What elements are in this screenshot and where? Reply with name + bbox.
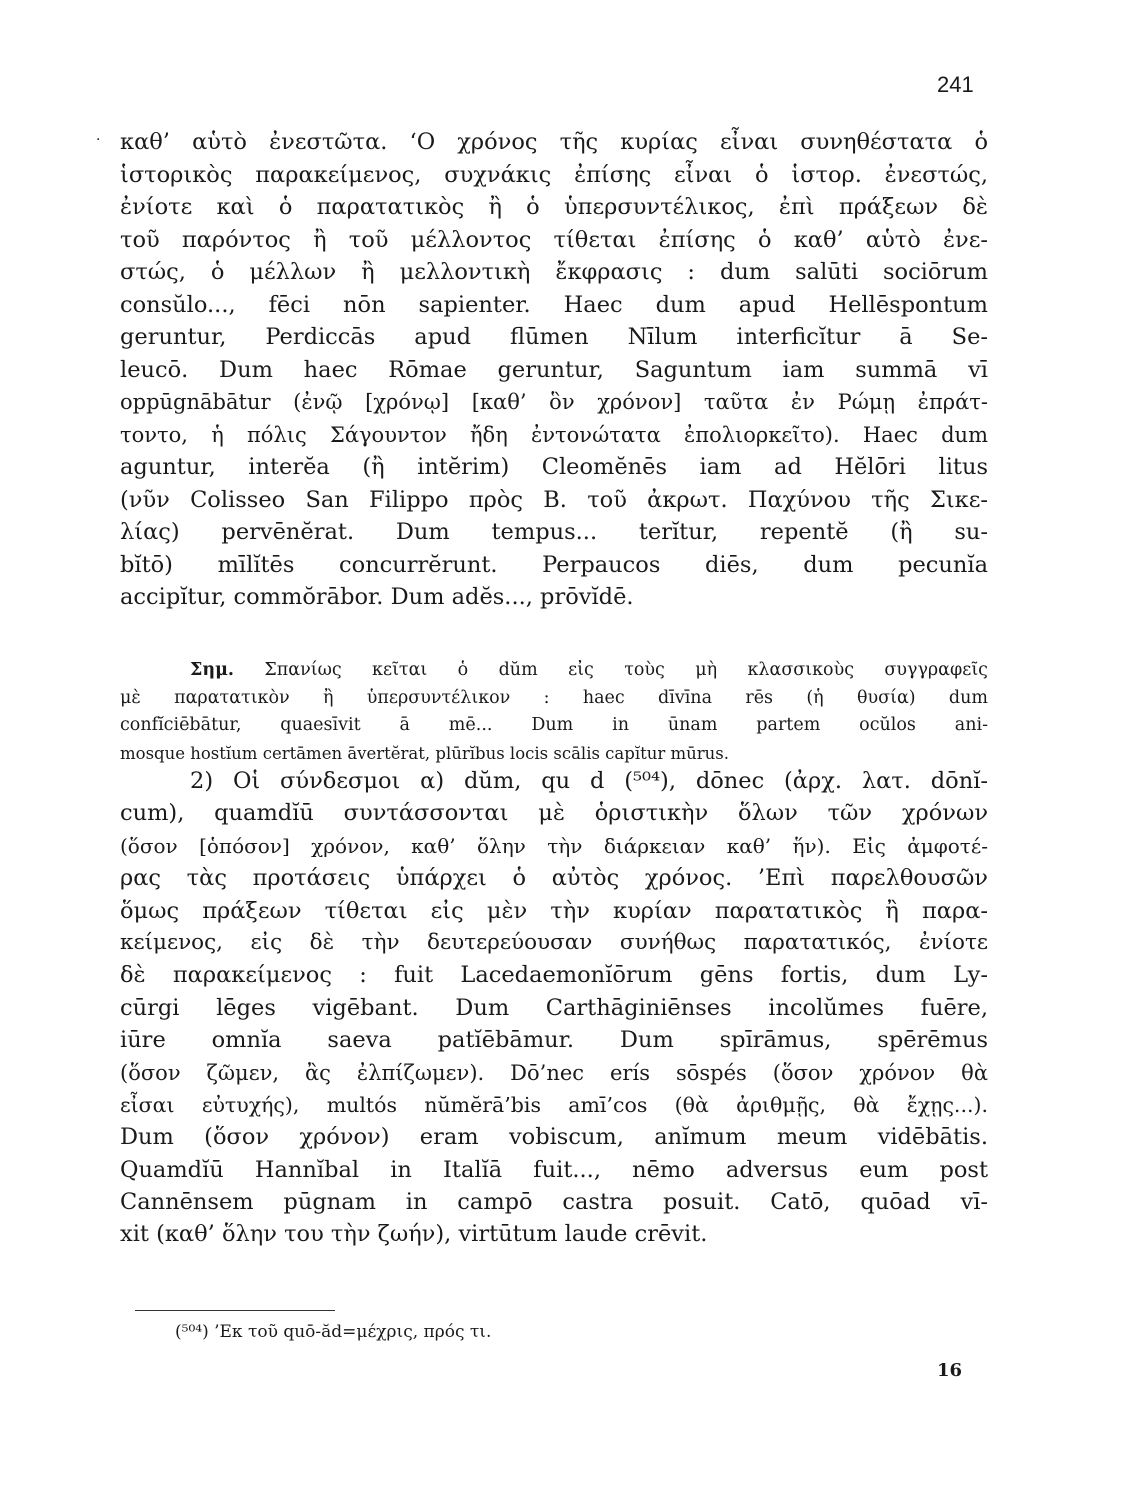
- text-line: (ὅσον [ὁπόσον] χρόνον, καθ’ ὅλην τὴν διάρκειαν καθ’ ἥν). Εἰς ἀμφοτέ-: [120, 833, 988, 858]
- margin-dot: ·: [96, 132, 101, 148]
- note-line: mosque hostĭum certāmen āvertĕrat, plūrĭbus locis scālis capĭtur mūrus.: [120, 743, 729, 763]
- text-line: Dum (ὅσον χρόνον) eram vobiscum, anĭmum meum vidēbātis.: [120, 1124, 988, 1151]
- text-line: accipĭtur, commŏrābor. Dum adĕs..., prōvĭdē.: [120, 584, 634, 610]
- text-line: consŭlo..., fēci nōn sapienter. Haec dum apud Hellēspontum: [120, 291, 988, 318]
- note-line: confĭciēbātur, quaesīvit ā mē... Dum in ūnam partem ocŭlos ani-: [120, 715, 988, 735]
- text-line: Quamdĭū Hannĭbal in Italĭā fuit..., nēmo adversus eum post: [120, 1156, 988, 1183]
- text-line: λίας) pervēnĕrat. Dum tempus... terĭtur, repentĕ (ἢ su-: [120, 519, 988, 545]
- main-paragraph-1: [120, 126, 988, 614]
- text-line: bĭtō) mīlĭtēs concurrĕrunt. Perpaucos diēs, dum pecunĭa: [120, 551, 988, 578]
- text-line: 2) Οἱ σύνδεσμοι α) dŭm, qu d (⁵⁰⁴), dōnec (ἀρχ. λατ. dōnĭ-: [190, 768, 988, 794]
- text-line: (νῦν Colisseo San Filippo πρὸς Β. τοῦ ἀκρωτ. Παχύνου τῆς Σικε-: [120, 486, 988, 513]
- main-paragraph-2: [120, 765, 988, 1251]
- text-line: κείμενος, εἰς δὲ τὴν δευτερεύουσαν συνήθως παρατατικός, ἐνίοτε: [120, 929, 988, 955]
- signature-mark: 16: [937, 1360, 963, 1381]
- text-line: leucō. Dum haec Rōmae geruntur, Saguntum iam summā vī: [120, 356, 988, 383]
- note-line: μὲ παρατατικὸν ἢ ὑπερσυντέλικον : haec dīvīna rēs (ἡ θυσία) dum: [120, 687, 988, 708]
- text-line: ὅμως πράξεων τίθεται εἰς μὲν τὴν κυρίαν παρατατικὸς ἢ παρα-: [120, 897, 988, 924]
- text-line: xit (καθ’ ὅλην του τὴν ζωήν), virtūtum laude crēvit.: [120, 1221, 708, 1248]
- text-line: τοῦ παρόντος ἢ τοῦ μέλλοντος τίθεται ἐπίσης ὁ καθ’ αὑτὸ ἐνε-: [120, 226, 988, 253]
- footnote: (⁵⁰⁴) ’Εκ τοῦ quō-ăd=μέχρις, πρός τι.: [175, 1322, 492, 1342]
- text-line: geruntur, Perdiccās apud flūmen Nīlum interficĭtur ā Se-: [120, 324, 988, 350]
- text-line: Cannēnsem pūgnam in campō castra posuit. Catō, quōad vī-: [120, 1189, 988, 1216]
- text-line: ἱστορικὸς παρακείμενος, συχνάκις ἐπίσης εἶναι ὁ ἱστορ. ἐνεστώς,: [120, 161, 988, 188]
- page-number: 241: [937, 72, 974, 97]
- note-paragraph: [120, 657, 988, 767]
- text-line: τοντο, ἡ πόλις Σάγουντον ἤδη ἐντονώτατα ἐπολιορκεῖτο). Haec dum: [120, 422, 988, 447]
- text-line: oppūgnābātur (ἐνῷ [χρόνῳ] [καθ’ ὃν χρόνον] ταῦτα ἐν Ρώμῃ ἐπράτ-: [120, 390, 988, 414]
- footnote-rule: [135, 1310, 335, 1311]
- text-line: δὲ παρακείμενος : fuit Lacedaemonĭōrum gēns fortis, dum Ly-: [120, 962, 988, 989]
- text-line: ἐνίοτε καὶ ὁ παρατατικὸς ἢ ὁ ὑπερσυντέλικος, ἐπὶ πράξεων δὲ: [120, 194, 988, 220]
- note-label: Σημ.: [190, 660, 234, 680]
- text-line: cum), quamdĭū συντάσσονται μὲ ὁριστικὴν ὅλων τῶν χρόνων: [120, 800, 988, 827]
- text-line: cūrgi lēges vigēbant. Dum Carthāginiēnses incolŭmes fuēre,: [120, 994, 988, 1021]
- text-line: (ὅσον ζῶμεν, ἂς ἐλπίζωμεν). Dō’nec erís sōspés (ὅσον χρόνον θὰ: [120, 1060, 988, 1085]
- text-line: iūre omnĭa saeva patĭēbāmur. Dum spīrāmus, spērēmus: [120, 1027, 988, 1054]
- text-line: εἶσαι εὐτυχής), multós nŭmĕrā’bis amī’cos (θὰ ἀριθμῇς, θὰ ἔχῃς...).: [120, 1092, 988, 1117]
- note-first-line: [120, 657, 988, 685]
- text-line: καθ’ αὑτὸ ἐνεστῶτα. ‘Ο χρόνος τῆς κυρίας εἶναι συνηθέστατα ὁ: [120, 129, 988, 155]
- note-line: Σπανίως κεῖται ὁ dŭm εἰς τοὺς μὴ κλασσικοὺς συγγραφεῖς: [264, 660, 988, 680]
- text-line: στώς, ὁ μέλλων ἢ μελλοντικὴ ἔκφρασις : dum salūti sociōrum: [120, 259, 988, 285]
- text-line: ρας τὰς προτάσεις ὑπάρχει ὁ αὐτὸς χρόνος. ’Επὶ παρελθουσῶν: [120, 865, 988, 892]
- text-line: aguntur, interĕa (ἢ intĕrim) Cleomĕnēs iam ad Hĕlōri litus: [120, 454, 988, 480]
